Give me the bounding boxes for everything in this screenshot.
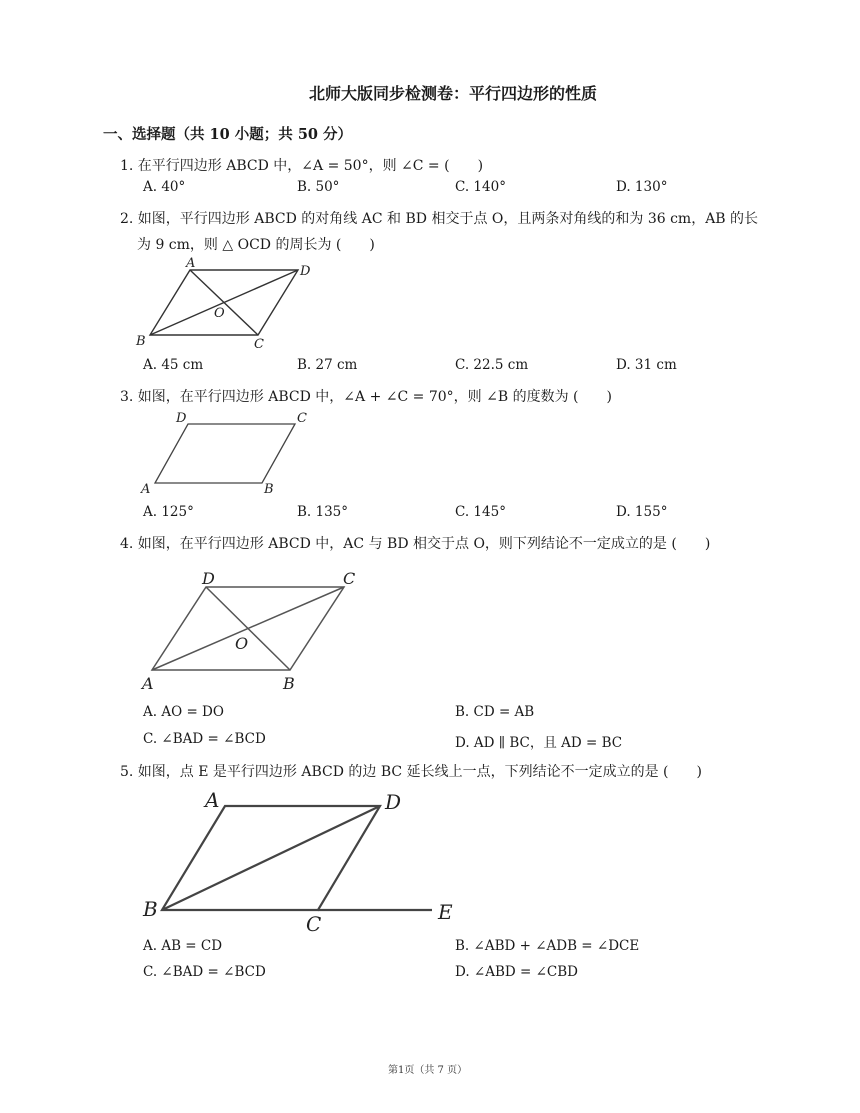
q2-label-c: C: [254, 337, 264, 352]
q2-option-a[interactable]: A. 45 cm: [143, 357, 204, 373]
q5-option-a[interactable]: A. AB = CD: [143, 938, 223, 954]
q5-label-e: E: [438, 900, 453, 924]
question-3-stem: 3. 如图，在平行四边形 ABCD 中，∠A + ∠C = 70°，则 ∠B 的度数为 ( ): [120, 389, 612, 405]
question-5-stem: 5. 如图，点 E 是平行四边形 ABCD 的边 BC 延长线上一点，下列结论不一定成立的是 ( ): [120, 764, 702, 780]
q4-label-a: A: [142, 674, 154, 693]
q4-option-b[interactable]: B. CD = AB: [455, 704, 535, 720]
question-4-stem: 4. 如图，在平行四边形 ABCD 中，AC 与 BD 相交于点 O，则下列结论不一定成立的是 ( ): [120, 536, 711, 552]
q4-label-c: C: [343, 569, 356, 588]
q5-figure-parallelogram: [140, 785, 470, 935]
q3-label-c: C: [297, 411, 307, 426]
q1-option-d[interactable]: D. 130°: [616, 179, 668, 195]
q3-label-a: A: [141, 482, 151, 497]
q5-label-c: C: [306, 912, 322, 936]
q3-label-d: D: [176, 411, 187, 426]
q2-option-d[interactable]: D. 31 cm: [616, 357, 677, 373]
q5-label-a: A: [205, 788, 220, 812]
q5-option-b[interactable]: B. ∠ABD + ∠ADB = ∠DCE: [455, 938, 640, 954]
q5-label-d: D: [385, 790, 402, 814]
q4-label-o: O: [235, 634, 249, 653]
q4-option-d[interactable]: D. AD ∥ BC，且 AD = BC: [455, 735, 623, 751]
page-title: 北师大版同步检测卷：平行四边形的性质: [309, 84, 598, 103]
q4-option-c[interactable]: C. ∠BAD = ∠BCD: [143, 731, 266, 747]
q2-option-b[interactable]: B. 27 cm: [297, 357, 358, 373]
q1-option-c[interactable]: C. 140°: [455, 179, 506, 195]
q3-option-a[interactable]: A. 125°: [143, 504, 194, 520]
q2-figure-parallelogram: [130, 255, 330, 355]
section-heading: 一、选择题（共 10 小题；共 50 分）: [103, 126, 353, 143]
q4-label-b: B: [283, 674, 295, 693]
q5-label-b: B: [143, 897, 158, 921]
question-2-stem-line2: 为 9 cm，则 △ OCD 的周长为 ( ): [137, 237, 375, 253]
q2-label-o: O: [214, 306, 225, 321]
q3-option-c[interactable]: C. 145°: [455, 504, 506, 520]
q3-option-b[interactable]: B. 135°: [297, 504, 349, 520]
q2-label-d: D: [300, 264, 311, 279]
q3-label-b: B: [264, 482, 274, 497]
q5-option-c[interactable]: C. ∠BAD = ∠BCD: [143, 964, 266, 980]
q4-figure-parallelogram: [138, 565, 368, 695]
q5-option-d[interactable]: D. ∠ABD = ∠CBD: [455, 964, 579, 980]
question-1-stem: 1. 在平行四边形 ABCD 中，∠A = 50°，则 ∠C = ( ): [120, 158, 484, 174]
q1-option-b[interactable]: B. 50°: [297, 179, 340, 195]
q2-option-c[interactable]: C. 22.5 cm: [455, 357, 529, 373]
q4-label-d: D: [202, 569, 215, 588]
q3-option-d[interactable]: D. 155°: [616, 504, 668, 520]
q2-label-a: A: [186, 256, 196, 271]
q3-figure-parallelogram: [135, 405, 335, 500]
q1-option-a[interactable]: A. 40°: [143, 179, 186, 195]
q4-option-a[interactable]: A. AO = DO: [143, 704, 224, 720]
q2-label-b: B: [136, 334, 146, 349]
question-2-stem-line1: 2. 如图，平行四边形 ABCD 的对角线 AC 和 BD 相交于点 O，且两条对角线的和为 36 cm，AB 的长: [120, 211, 759, 227]
page-footer: 第1页（共 7 页）: [388, 1065, 468, 1076]
